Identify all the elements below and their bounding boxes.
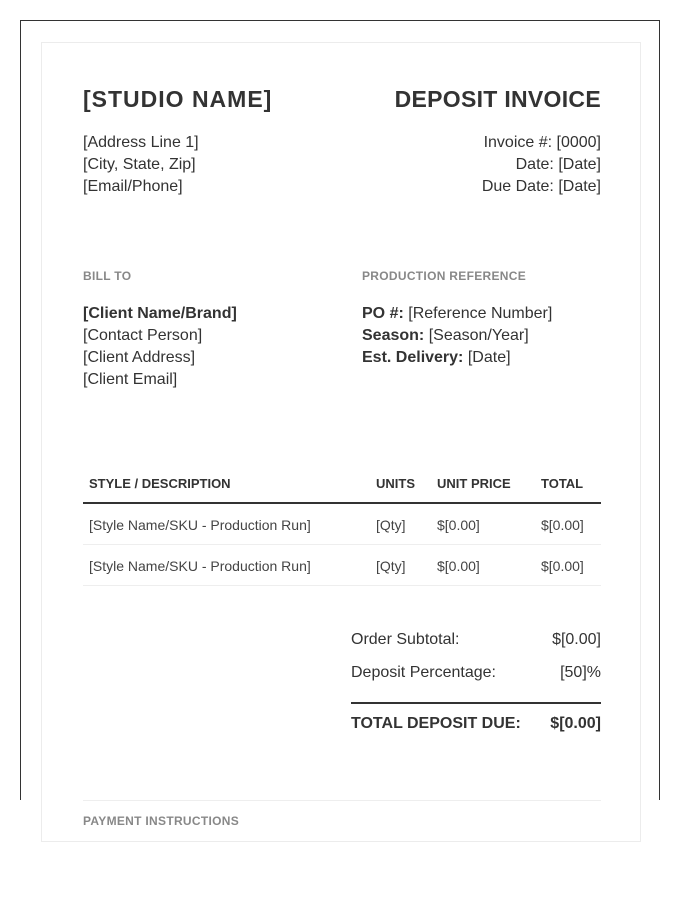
document-title: DEPOSIT INVOICE [394, 86, 601, 112]
po-value: [Reference Number] [408, 305, 553, 322]
client-name: [Client Name/Brand] [83, 305, 237, 322]
line-items-table [83, 463, 601, 586]
production-reference-label: PRODUCTION REFERENCE [362, 269, 527, 283]
po-number [362, 303, 602, 325]
season-value: [Season/Year] [428, 327, 529, 344]
subtotal-value: $[0.00] [552, 631, 601, 648]
client-email: [Client Email] [83, 371, 178, 388]
client-address: [Client Address] [83, 349, 196, 366]
totals-section [351, 629, 601, 734]
address-email-phone: [Email/Phone] [83, 178, 183, 195]
total-deposit-due [351, 704, 601, 734]
subtotal-label: Order Subtotal: [351, 631, 460, 648]
total-deposit-due-value: $[0.00] [550, 715, 601, 732]
address-city-state-zip: [City, State, Zip] [83, 156, 196, 173]
invoice-due-date [482, 176, 601, 198]
invoice-number-label: Invoice #: [483, 134, 553, 151]
season-label: Season: [362, 327, 425, 344]
deposit-percentage-value: [50]% [560, 664, 601, 681]
column-header-total: TOTAL [541, 476, 584, 491]
total-deposit-due-label: TOTAL DEPOSIT DUE: [351, 715, 521, 732]
production-reference-section [362, 269, 602, 369]
invoice-date-label: Date: [515, 156, 554, 173]
season [362, 325, 602, 347]
invoice-date [482, 154, 601, 176]
row-units: [Qty] [376, 558, 406, 574]
invoice-number [482, 132, 601, 154]
due-date-value: [Date] [558, 178, 601, 195]
column-header-units: UNITS [376, 476, 415, 491]
row-unit-price: $[0.00] [437, 558, 480, 574]
table-row [83, 504, 601, 545]
studio-address [83, 132, 199, 198]
row-unit-price: $[0.00] [437, 517, 480, 533]
address-line-1: [Address Line 1] [83, 134, 199, 151]
row-total: $[0.00] [541, 517, 584, 533]
column-header-unit-price: UNIT PRICE [437, 476, 511, 491]
payment-instructions-label: PAYMENT INSTRUCTIONS [83, 814, 240, 828]
row-total: $[0.00] [541, 558, 584, 574]
column-header-description: STYLE / DESCRIPTION [89, 476, 231, 491]
payment-divider [83, 800, 601, 801]
bill-to-details [83, 303, 343, 391]
row-description: [Style Name/SKU - Production Run] [89, 517, 311, 533]
deposit-percentage-label: Deposit Percentage: [351, 664, 496, 681]
invoice-page [41, 42, 641, 842]
table-header [83, 463, 601, 504]
delivery-label: Est. Delivery: [362, 349, 464, 366]
table-row [83, 545, 601, 586]
delivery-value: [Date] [467, 349, 511, 366]
invoice-header [83, 86, 601, 116]
invoice-date-value: [Date] [558, 156, 601, 173]
bill-to-section [83, 269, 343, 391]
invoice-number-value: [0000] [556, 134, 601, 151]
document-viewport[interactable] [20, 20, 660, 828]
client-contact: [Contact Person] [83, 327, 203, 344]
row-description: [Style Name/SKU - Production Run] [89, 558, 311, 574]
row-units: [Qty] [376, 517, 406, 533]
deposit-percentage [351, 662, 601, 695]
bill-to-label: BILL TO [83, 269, 132, 283]
production-reference-details [362, 303, 602, 369]
po-label: PO #: [362, 305, 404, 322]
order-subtotal [351, 629, 601, 662]
due-date-label: Due Date: [481, 178, 554, 195]
invoice-meta [482, 132, 601, 198]
studio-name: [STUDIO NAME] [83, 86, 273, 112]
estimated-delivery [362, 347, 602, 369]
